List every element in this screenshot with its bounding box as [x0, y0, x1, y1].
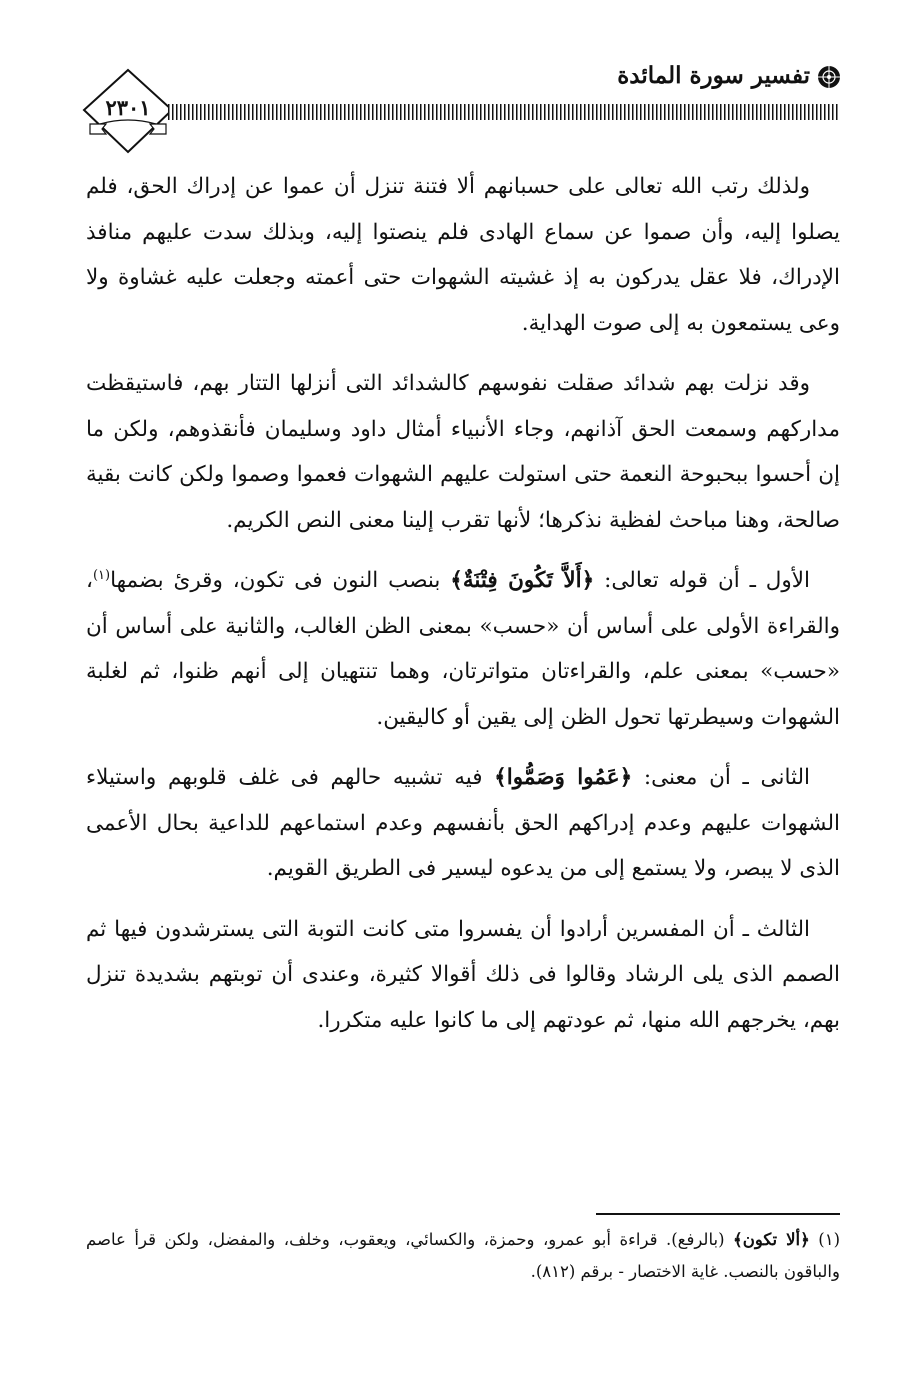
footnote-divider — [596, 1213, 840, 1215]
footnote-reference[interactable]: (١) — [92, 567, 111, 583]
running-title: تفسير سورة المائدة — [617, 62, 810, 89]
footnote-marker: (١) — [818, 1230, 841, 1249]
page-header — [0, 0, 920, 160]
paragraph-3-intro: الأول ـ أن قوله تعالى: — [594, 568, 810, 593]
footnote — [86, 1224, 840, 1288]
main-text — [86, 164, 840, 1058]
page-number: ٢٣٠١ — [105, 95, 151, 120]
rosette-icon — [816, 64, 842, 90]
paragraph-4-intro: الثانى ـ أن معنى: — [632, 765, 811, 790]
header-hatched-rule — [168, 104, 840, 120]
quran-verse: ﴿أَلاَّ تَكُونَ فِتْنَةٌ﴾ — [450, 568, 595, 593]
paragraph-4 — [86, 755, 840, 892]
paragraph-4-rest: فيه تشبيه حالهم فى غلف قلوبهم واستيلاء الشهوات عليهم وعدم إدراكهم الحق بأنفسهم وعدم استماعهم للداعية بحال الأعمى الذى لا يبصر، ولا يستمع إلى من يدعوه ليسير فى الطريق القويم. — [86, 765, 840, 881]
page-number-badge — [78, 66, 178, 156]
paragraph-5: الثالث ـ أن المفسرين أرادوا أن يفسروا متى كانت التوبة التى يسترشدون فيها ثم الصمم الذى يلى الرشاد وقالوا فى ذلك أقوالا كثيرة، وعندى أن توبتهم بشديدة تنزل بهم، يخرجهم الله منها، ثم عودتهم إلى ما كانوا عليه متكررا. — [86, 916, 840, 1033]
footnote-quran: ﴿ألا تكون﴾ — [733, 1230, 810, 1249]
paragraph-3 — [86, 558, 840, 740]
paragraph-3-mid: بنصب النون فى تكون، وقرئ بضمها — [110, 568, 451, 593]
footnote-text: (بالرفع). قراءة أبو عمرو، وحمزة، والكسائي، ويعقوب، وخلف، والمفضل، ولكن قرأ عاصم والباقون بالنصب. غاية الاختصار - برقم (٨١٢). — [86, 1230, 840, 1281]
paragraph-2: وقد نزلت بهم شدائد صقلت نفوسهم كالشدائد التى أنزلها التتار بهم، فاستيقظت مداركهم وسمعت الحق آذانهم، وجاء الأنبياء أمثال داود وسليمان فأنقذوهم، ولكن ما إن أحسوا ببحبوحة النعمة حتى استولت عليهم الشهوات فعموا وصموا ولكن كانت بقية صالحة، وهنا مباحث لفظية نذكرها؛ لأنها تقرب إلينا معنى النص الكريم. — [86, 371, 840, 533]
quran-verse: ﴿عَمُوا وَصَمُّوا﴾ — [494, 765, 633, 790]
paragraph-1: ولذلك رتب الله تعالى على حسبانهم ألا فتنة تنزل أن عموا عن إدراك الحق، فلم يصلوا إليه، وأن صموا عن سماع الهادى فلم ينصتوا إليه، وبذلك سدت عليهم منافذ الإدراك، فلا عقل يدركون به إذ غشيته الشهوات حتى أعمته وجعلت عليه غشاوة ولا وعى يستمعون به إلى صوت الهداية. — [86, 174, 840, 336]
paragraph-3-rest: ، والقراءة الأولى على أساس أن «حسب» بمعنى الظن الغالب، والثانية على أساس أن «حسب» بمعنى علم، والقراءتان متواترتان، وهما تنتهيان إلى أنهم ظنوا، ثم لغلبة الشهوات وسيطرتها تحول الظن إلى يقين أو كاليقين. — [86, 568, 840, 730]
